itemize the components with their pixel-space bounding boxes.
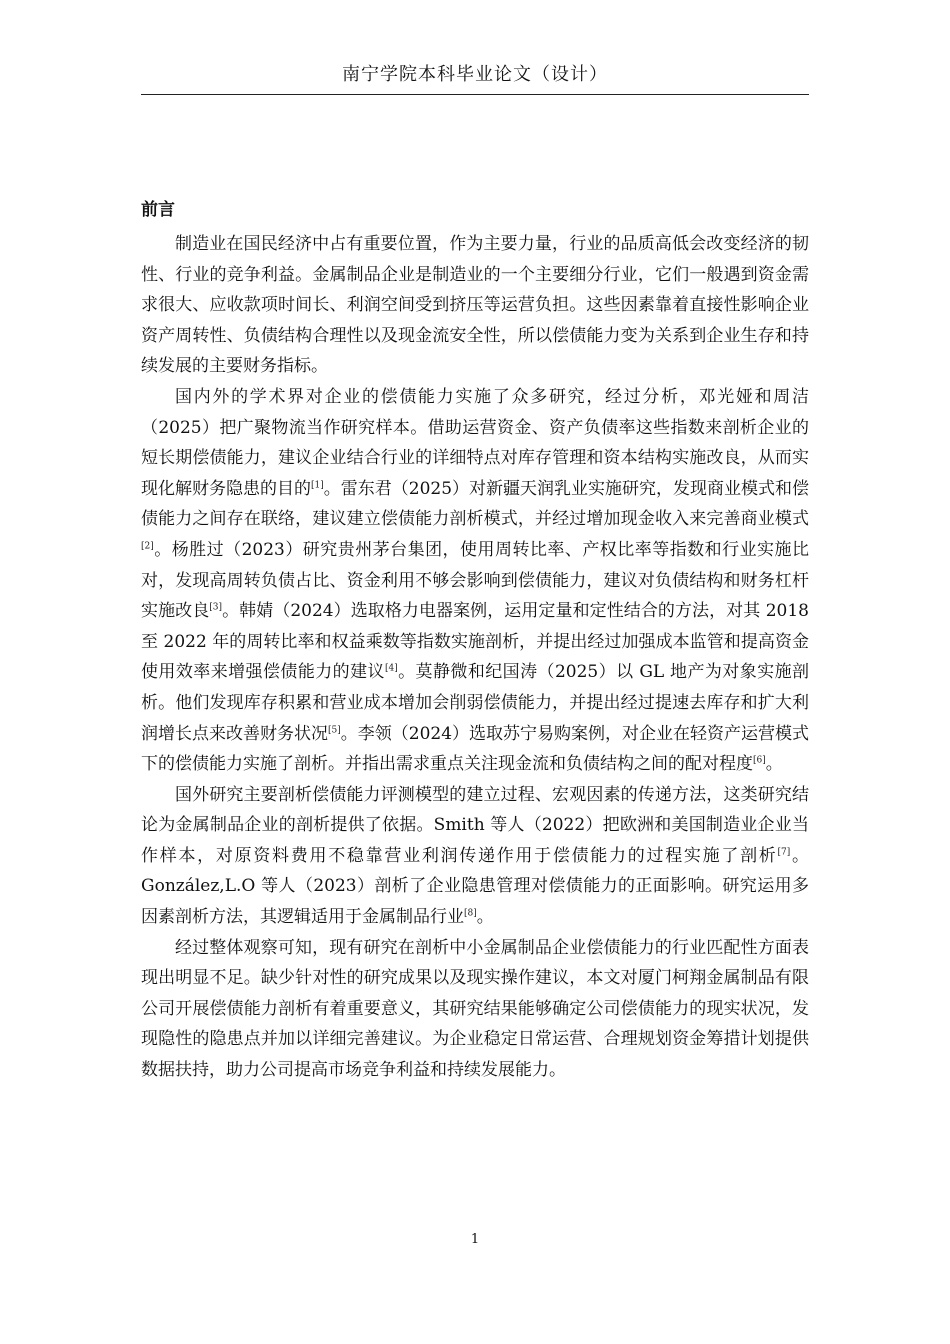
paragraph-text: 。莫静微和纪国涛（2025）以 GL 地产为对象实施剖析。他们发现库存积累和营业成本增加会削弱偿债能力，并提出经过提速去库存和扩大利润增长点来改善财务状况 — [141, 662, 809, 744]
citation-ref: [5] — [328, 724, 341, 735]
paragraph-text: 国内外的学术界对企业的偿债能力实施了众多研究，经过分析，邓光娅和周洁（2025）把广聚物流当作研究样本。借助运营资金、资产负债率这些指数来剖析企业的短长期偿债能力，建议企业结合行业的详细特点对库存管理和资本结构实施改良，从而实现化解财务隐患的目的 — [141, 386, 809, 499]
paragraph-text: 经过整体观察可知，现有研究在剖析中小金属制品企业偿债能力的行业匹配性方面表现出明显不足。缺少针对性的研究成果以及现实操作建议，本文对厦门柯翔金属制品有限公司开展偿债能力剖析有着重要意义，其研究结果能够确定公司偿债能力的现实状况，发现隐性的隐患点并加以详细完善建议。为企业稳定日常运营、合理规划资金筹措计划提供数据扶持，助力公司提高市场竞争利益和持续发展能力。 — [141, 937, 809, 1081]
paragraph-text: 制造业在国民经济中占有重要位置，作为主要力量，行业的品质高低会改变经济的韧性、行业的竞争利益。金属制品企业是制造业的一个主要细分行业，它们一般遇到资金需求很大、应收款项时间长、利润空间受到挤压等运营负担。这些因素靠着直接性影响企业资产周转性、负债结构合理性以及现金流安全性，所以偿债能力变为关系到企业生存和持续发展的主要财务指标。 — [141, 234, 809, 377]
page-number: 1 — [470, 1232, 480, 1247]
paragraph-text: 。 — [765, 754, 783, 775]
body-paragraph — [141, 780, 809, 933]
body-paragraph — [141, 933, 809, 1086]
paragraph-text: 国外研究主要剖析偿债能力评测模型的建立过程、宏观因素的传递方法，这类研究结论为金属制品企业的剖析提供了依据。Smith 等人（2022）把欧洲和美国制造业企业当作样本，对原资料费用不稳靠营业利润传递作用于偿债能力的过程实施了剖析 — [141, 784, 809, 866]
paragraph-container — [141, 229, 809, 1086]
paragraph-text: 。González,L.O 等人（2023）剖析了企业隐患管理对偿债能力的正面影响。研究运用多因素剖析方法，其逻辑适用于金属制品行业 — [141, 845, 810, 928]
citation-ref: [4] — [384, 663, 398, 674]
citation-ref: [3] — [209, 602, 223, 613]
citation-ref: [2] — [141, 541, 154, 552]
citation-ref: [6] — [753, 755, 766, 766]
body-paragraph — [141, 229, 809, 382]
paragraph-text: 。韩婧（2024）选取格力电器案例，运用定量和定性结合的方法，对其 2018 至 2022 年的周转比率和权益乘数等指数实施剖析，并提出经过加强成本监管和提高资金使用效率来增强偿债能力的建议 — [141, 601, 810, 683]
section-title: 前言 — [141, 200, 175, 220]
paragraph-text: 。 — [476, 907, 494, 928]
header-rule — [141, 94, 809, 95]
page-header-title: 南宁学院本科毕业论文（设计） — [342, 64, 608, 85]
paragraph-text: 。杨胜过（2023）研究贵州茅台集团，使用周转比率、产权比率等指数和行业实施比对，发现高周转负债占比、资金利用不够会影响到偿债能力，建议对负债结构和财务杠杆实施改良 — [141, 539, 809, 622]
citation-ref: [8] — [464, 908, 477, 919]
body-paragraph — [141, 382, 809, 780]
citation-ref: [1] — [311, 480, 324, 491]
citation-ref: [7] — [777, 847, 791, 858]
paragraph-text: 。李领（2024）选取苏宁易购案例，对企业在轻资产运营模式下的偿债能力实施了剖析。并指出需求重点关注现金流和负债结构之间的配对程度 — [141, 723, 810, 775]
main-content — [141, 195, 809, 1086]
paragraph-text: 。雷东君（2025）对新疆天润乳业实施研究，发现商业模式和偿债能力之间存在联络，建议建立偿债能力剖析模式，并经过增加现金收入来完善商业模式 — [141, 478, 810, 530]
